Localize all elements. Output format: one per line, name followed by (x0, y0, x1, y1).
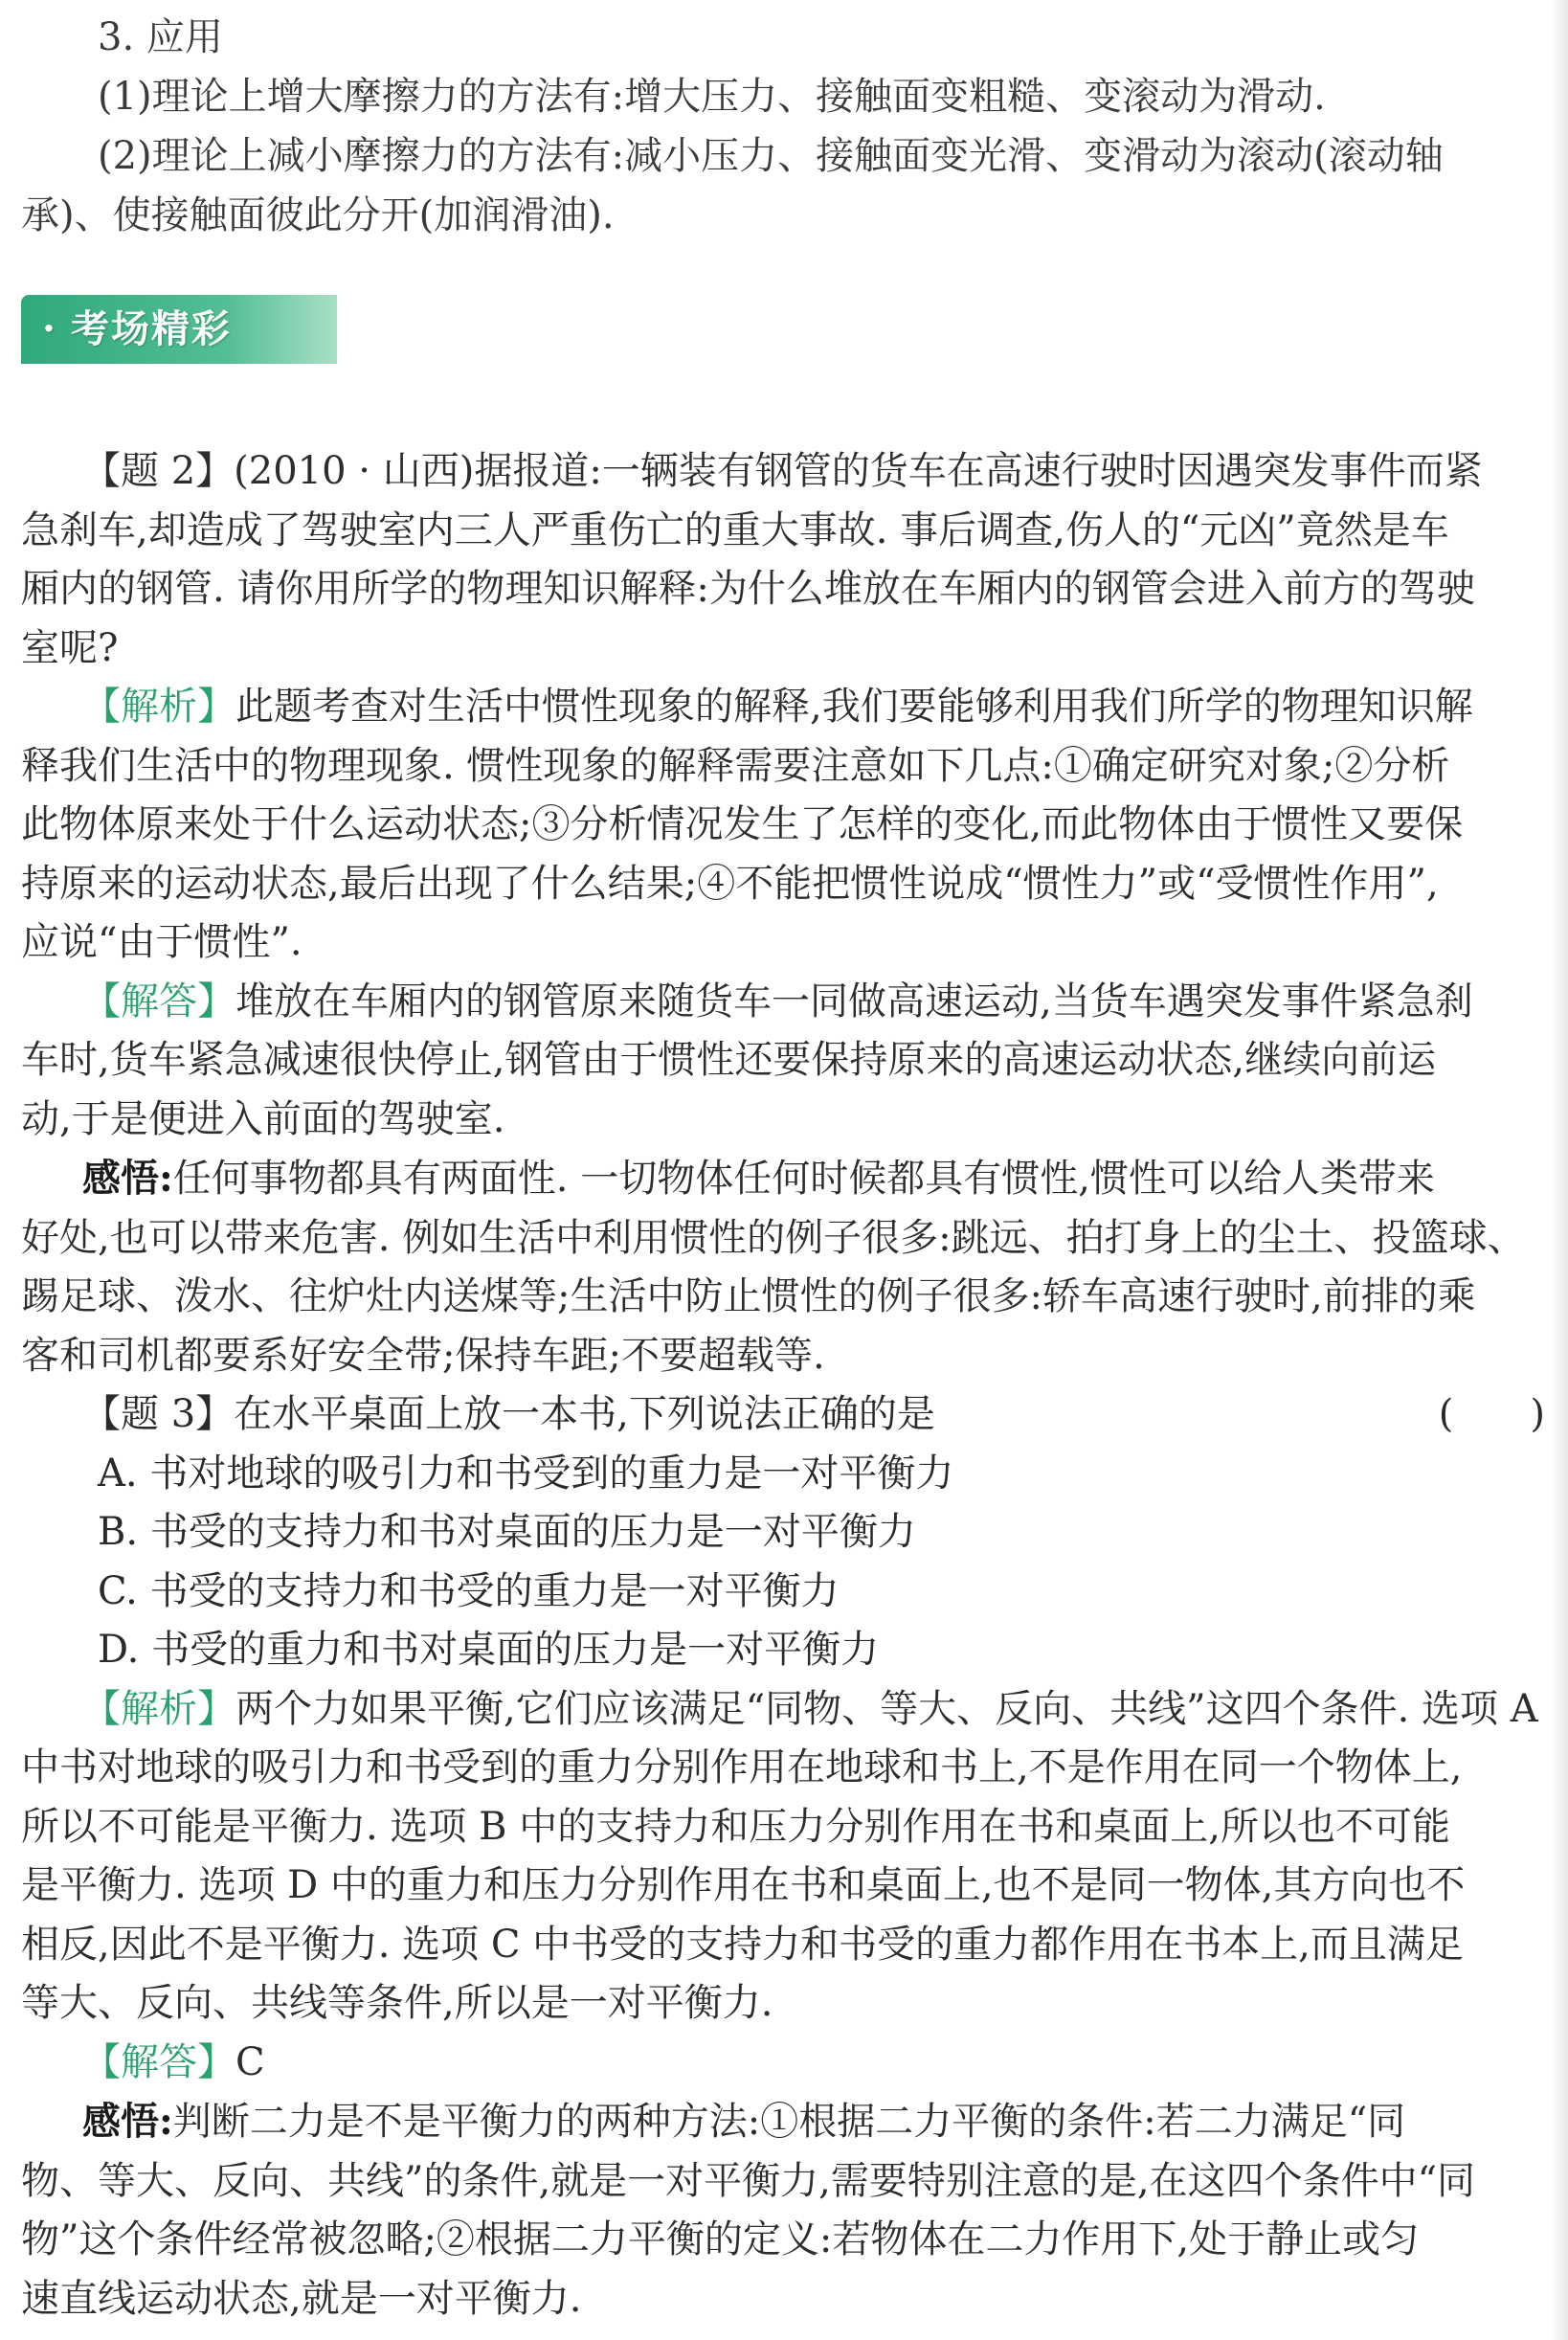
q3-insight-line3: 物”这个条件经常被忽略;②根据二力平衡的定义:若物体在二力作用下,处于静止或匀 (21, 2217, 1420, 2261)
q2-analysis-line3: 此物体原来处于什么运动状态;③分析情况发生了怎样的变化,而此物体由于惯性又要保 (21, 802, 1464, 846)
q3-insight-line4: 速直线运动状态,就是一对平衡力. (21, 2276, 582, 2321)
q3-answer (21, 2034, 1545, 2093)
question-2 (21, 442, 1545, 1385)
q2-answer-line2: 车时,货车紧急减速很快停止,钢管由于惯性还要保持原来的高速运动状态,继续向前运 (21, 1038, 1437, 1082)
insight-tag: 感悟: (82, 2099, 173, 2144)
main-content (21, 442, 1545, 2329)
q3-insight-line2: 物、等大、反向、共线”的条件,就是一对平衡力,需要特别注意的是,在这四个条件中“同 (21, 2158, 1476, 2203)
q2-analysis-line5: 应说“由于惯性”. (21, 920, 302, 964)
q3-tag: 【题 3】 (82, 1392, 235, 1436)
q3-analysis-line6: 等大、反向、共线等条件,所以是一对平衡力. (21, 1981, 773, 2025)
q2-line1: 【题 2】(2010 · 山西)据报道:一辆装有钢管的货车在高速行驶时因遇突发事件而紧 (82, 449, 1483, 493)
q3-insight-line1: 感悟:判断二力是不是平衡力的两种方法:①根据二力平衡的条件:若二力满足“同 (82, 2099, 1406, 2144)
q3-analysis-line2: 中书对地球的吸引力和书受到的重力分别作用在地球和书上,不是作用在同一个物体上, (21, 1745, 1463, 1789)
q2-answer-line1: 【解答】堆放在车厢内的钢管原来随货车一同做高速运动,当货车遇突发事件紧急刹 (82, 979, 1473, 1024)
banner-bullet-icon: · (42, 306, 57, 351)
decrease-friction-item-line2: 承)、使接触面彼此分开(加润滑油). (21, 193, 615, 237)
q2-analysis-line4: 持原来的运动状态,最后出现了什么结果;④不能把惯性说成“惯性力”或“受惯性作用”, (21, 861, 1439, 906)
q2-line2: 急刹车,却造成了驾驶室内三人严重伤亡的重大事故. 事后调查,伤人的“元凶”竟然是车 (21, 507, 1449, 552)
q3-analysis-line5: 相反,因此不是平衡力. 选项 C 中书受的支持力和书受的重力都作用在书本上,而且满足 (21, 1922, 1464, 1967)
banner-label: 考场精彩 (70, 306, 232, 351)
answer-tag: 【解答】 (82, 979, 235, 1024)
q3-answer-value: C (235, 2039, 265, 2084)
q3-stem: 【题 3】在水平桌面上放一本书,下列说法正确的是 ( ) (21, 1385, 1545, 1445)
q3-option-d: D. 书受的重力和书对桌面的压力是一对平衡力 (98, 1628, 880, 1672)
q3-analysis-line1: 【解析】两个力如果平衡,它们应该满足“同物、等大、反向、共线”这四个条件. 选项 A (82, 1686, 1538, 1731)
exam-highlights-banner (21, 295, 337, 364)
q3-option-b: B. 书受的支持力和书对桌面的压力是一对平衡力 (98, 1510, 916, 1554)
q3-option-a: A. 书对地球的吸引力和书受到的重力是一对平衡力 (98, 1451, 954, 1496)
q2-insight-line4: 客和司机都要系好安全带;保持车距;不要超载等. (21, 1333, 825, 1378)
page-edge-shadow (1551, 0, 1568, 2340)
q2-analysis-line2: 释我们生活中的物理现象. 惯性现象的解释需要注意如下几点:①确定研究对象;②分析 (21, 743, 1450, 788)
q2-insight-line3: 踢足球、泼水、往炉灶内送煤等;生活中防止惯性的例子很多:轿车高速行驶时,前排的乘 (21, 1274, 1476, 1318)
analysis-tag: 【解析】 (82, 1686, 235, 1731)
q3-analysis-line4: 是平衡力. 选项 D 中的重力和压力分别作用在书和桌面上,也不是同一物体,其方向也不 (21, 1863, 1466, 1907)
analysis-tag: 【解析】 (82, 685, 235, 729)
decrease-friction-item-line1: (2)理论上减小摩擦力的方法有:减小压力、接触面变光滑、变滑动为滚动(滚动轴 (98, 134, 1444, 178)
q2-line3: 厢内的钢管. 请你用所学的物理知识解释:为什么堆放在车厢内的钢管会进入前方的驾驶 (21, 567, 1475, 611)
q3-analysis-line3: 所以不可能是平衡力. 选项 B 中的支持力和压力分别作用在书和桌面上,所以也不可能 (21, 1804, 1450, 1849)
q2-analysis-line1: 【解析】此题考查对生活中惯性现象的解释,我们要能够利用我们所学的物理知识解 (82, 685, 1473, 729)
q2-tag: 【题 2】 (82, 449, 235, 493)
application-section (21, 8, 1543, 245)
increase-friction-item: (1)理论上增大摩擦力的方法有:增大压力、接触面变粗糙、变滚动为滑动. (98, 75, 1326, 119)
q2-answer-line3: 动,于是便进入前面的驾驶室. (21, 1096, 505, 1141)
answer-tag: 【解答】 (82, 2039, 235, 2084)
section-heading: 3. 应用 (98, 15, 223, 59)
q2-insight-line2: 好处,也可以带来危害. 例如生活中利用惯性的例子很多:跳远、拍打身上的尘土、投篮球、 (21, 1215, 1526, 1260)
q2-line4: 室呢? (21, 625, 119, 670)
answer-blank: ( ) (1438, 1392, 1545, 1436)
insight-tag: 感悟: (82, 1156, 173, 1201)
q3-option-c: C. 书受的支持力和书受的重力是一对平衡力 (98, 1568, 840, 1613)
question-3 (21, 1385, 1545, 2329)
q2-insight-line1: 感悟:任何事物都具有两面性. 一切物体任何时候都具有惯性,惯性可以给人类带来 (82, 1156, 1435, 1201)
